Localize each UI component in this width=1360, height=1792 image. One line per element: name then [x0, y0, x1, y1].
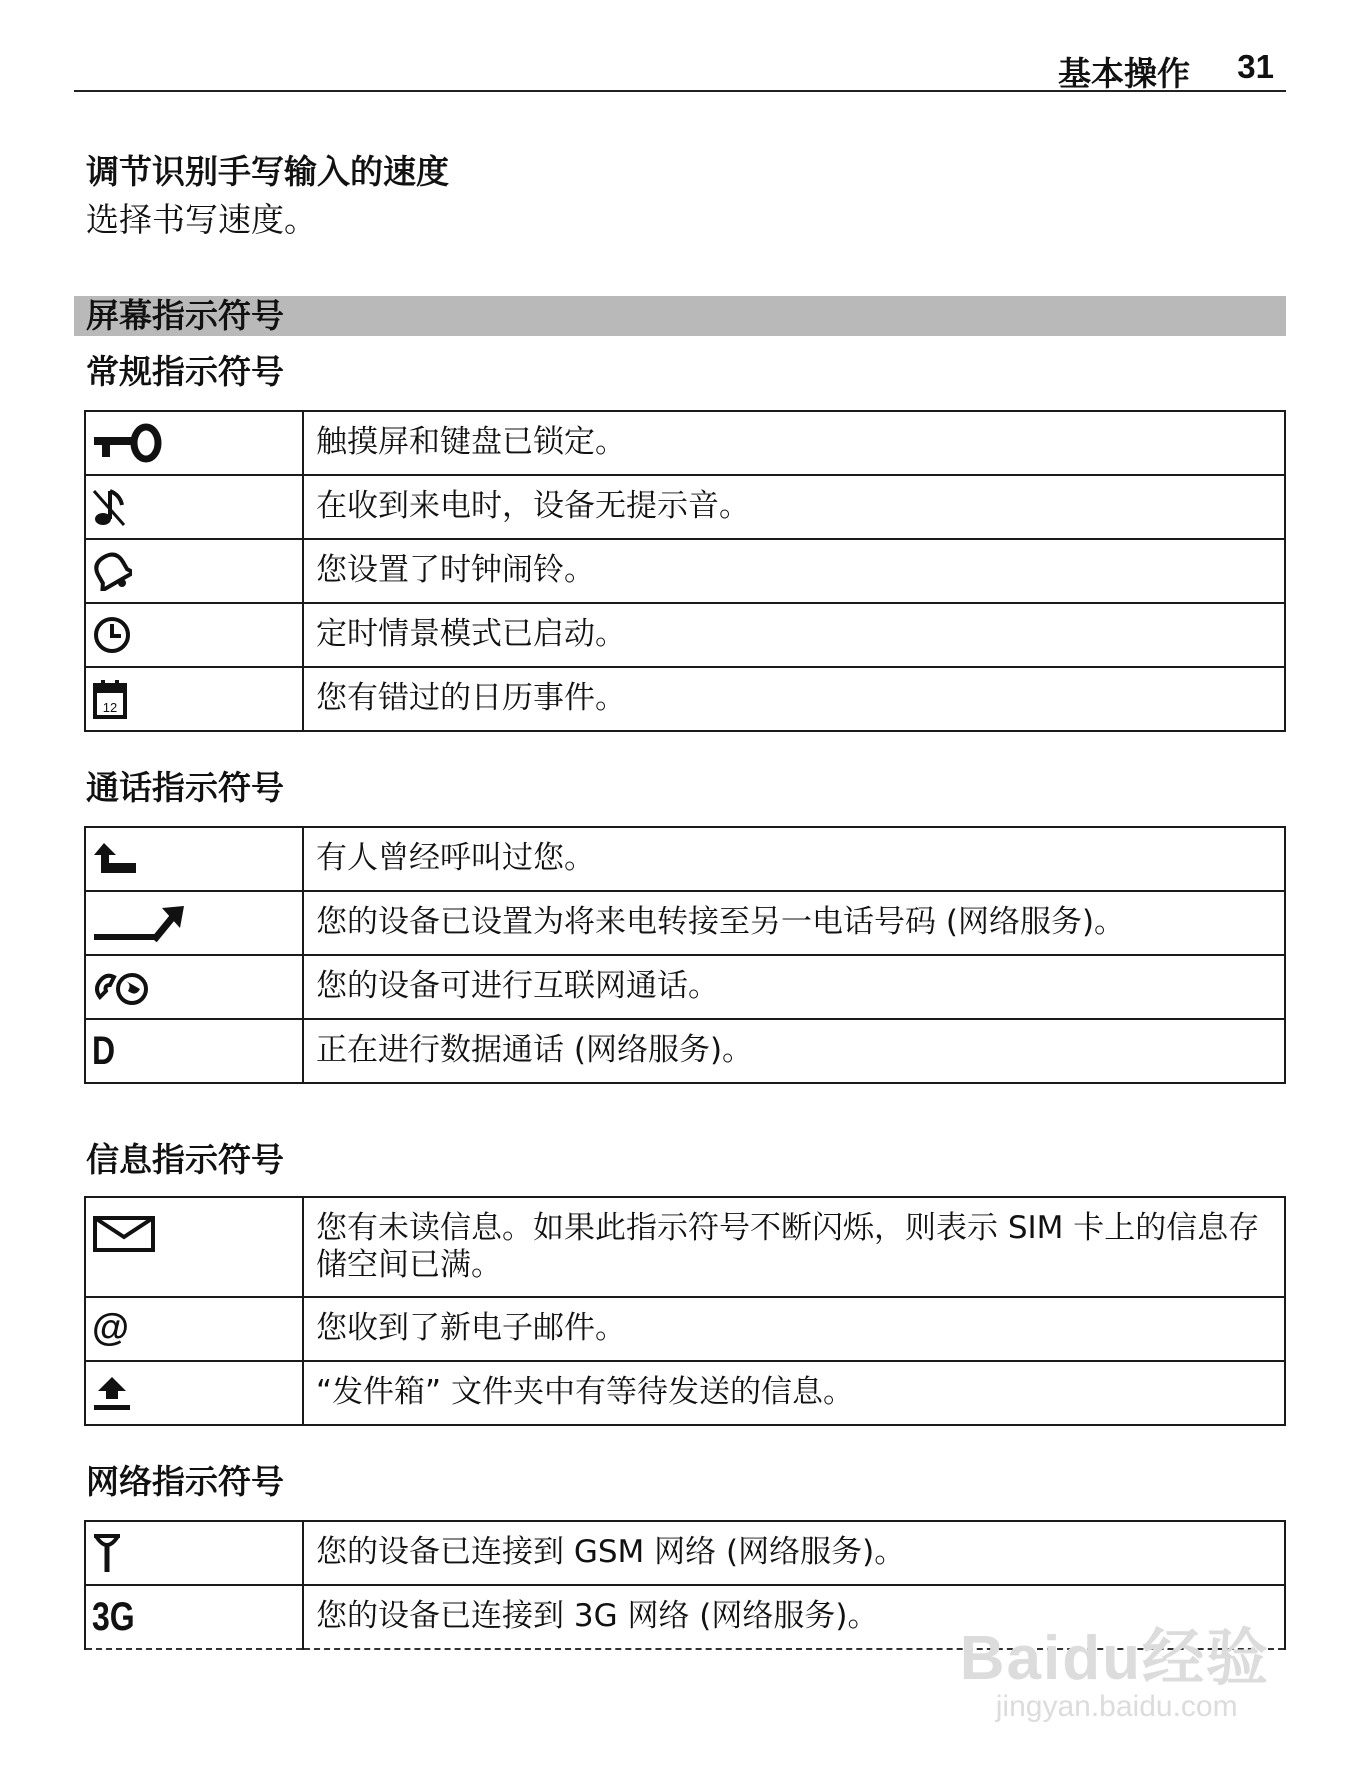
3g-icon: 3G [92, 1595, 135, 1639]
section-band [74, 296, 1286, 336]
table-row [85, 539, 1285, 603]
data-call-icon: D [92, 1029, 116, 1073]
message-table [84, 1196, 1286, 1426]
row-description: 您有未读信息。如果此指示符号不断闪烁，则表示 SIM 卡上的信息存储空间已满。 [303, 1197, 1285, 1297]
row-description: 触摸屏和键盘已锁定。 [303, 411, 1285, 475]
email-at-icon: @ [92, 1307, 130, 1350]
key-lock-icon [92, 423, 164, 463]
row-description: “发件箱” 文件夹中有等待发送的信息。 [303, 1361, 1285, 1425]
message-heading: 信息指示符号 [86, 1140, 284, 1179]
table-row [85, 667, 1285, 731]
row-description: 您有错过的日历事件。 [303, 667, 1285, 731]
call-heading: 通话指示符号 [86, 768, 284, 807]
section-title: 屏幕指示符号 [86, 296, 284, 335]
icon-cell [85, 411, 303, 475]
table-row [85, 955, 1285, 1019]
intro-heading: 调节识别手写输入的速度 [86, 152, 449, 191]
icon-cell [85, 475, 303, 539]
icon-cell [85, 1197, 303, 1297]
row-description: 您收到了新电子邮件。 [303, 1297, 1285, 1361]
table-row [85, 1361, 1285, 1425]
alarm-bell-icon [92, 551, 132, 591]
icon-cell [85, 1297, 303, 1361]
icon-cell [85, 1585, 303, 1649]
call-table [84, 826, 1286, 1084]
page-header [74, 40, 1286, 92]
general-table [84, 410, 1286, 732]
missed-call-icon [92, 839, 142, 879]
antenna-icon [92, 1532, 122, 1574]
table-row [85, 891, 1285, 955]
row-description: 您的设备已设置为将来电转接至另一电话号码 (网络服务)。 [303, 891, 1285, 955]
icon-cell [85, 1521, 303, 1585]
chapter-title: 基本操作 [1058, 54, 1190, 93]
table-row [85, 827, 1285, 891]
table-row [85, 475, 1285, 539]
network-heading: 网络指示符号 [86, 1462, 284, 1501]
icon-cell [85, 603, 303, 667]
row-description: 您的设备可进行互联网通话。 [303, 955, 1285, 1019]
table-row [85, 411, 1285, 475]
clock-icon [92, 615, 132, 655]
table-row [85, 1197, 1285, 1297]
general-heading: 常规指示符号 [86, 352, 284, 391]
calendar-day-label: 12 [102, 700, 118, 715]
row-description: 定时情景模式已启动。 [303, 603, 1285, 667]
page-number: 31 [1237, 48, 1274, 85]
baidu-watermark [959, 1608, 1270, 1723]
icon-cell [85, 827, 303, 891]
envelope-icon [92, 1215, 156, 1253]
icon-cell [85, 891, 303, 955]
row-description: 您设置了时钟闹铃。 [303, 539, 1285, 603]
row-description: 有人曾经呼叫过您。 [303, 827, 1285, 891]
call-divert-icon [92, 902, 188, 944]
table-row [85, 603, 1285, 667]
intro-text: 选择书写速度。 [86, 200, 317, 239]
row-description: 您的设备已连接到 GSM 网络 (网络服务)。 [303, 1521, 1285, 1585]
calendar-icon [92, 678, 128, 720]
row-description: 在收到来电时，设备无提示音。 [303, 475, 1285, 539]
icon-cell [85, 955, 303, 1019]
table-row [85, 1019, 1285, 1083]
icon-cell [85, 1019, 303, 1083]
icon-cell [85, 539, 303, 603]
table-row [85, 1521, 1285, 1585]
icon-cell [85, 1361, 303, 1425]
row-description: 您的设备已连接到 3G 网络 (网络服务)。 [303, 1585, 1285, 1649]
outbox-icon [92, 1373, 132, 1413]
watermark-brand: Baidu经验 [959, 1624, 1270, 1693]
icon-cell [85, 667, 303, 731]
silent-ring-icon [92, 485, 128, 529]
watermark-url: jingyan.baidu.com [995, 1690, 1238, 1723]
row-description: 正在进行数据通话 (网络服务)。 [303, 1019, 1285, 1083]
internet-call-icon [92, 967, 152, 1007]
table-row [85, 1297, 1285, 1361]
